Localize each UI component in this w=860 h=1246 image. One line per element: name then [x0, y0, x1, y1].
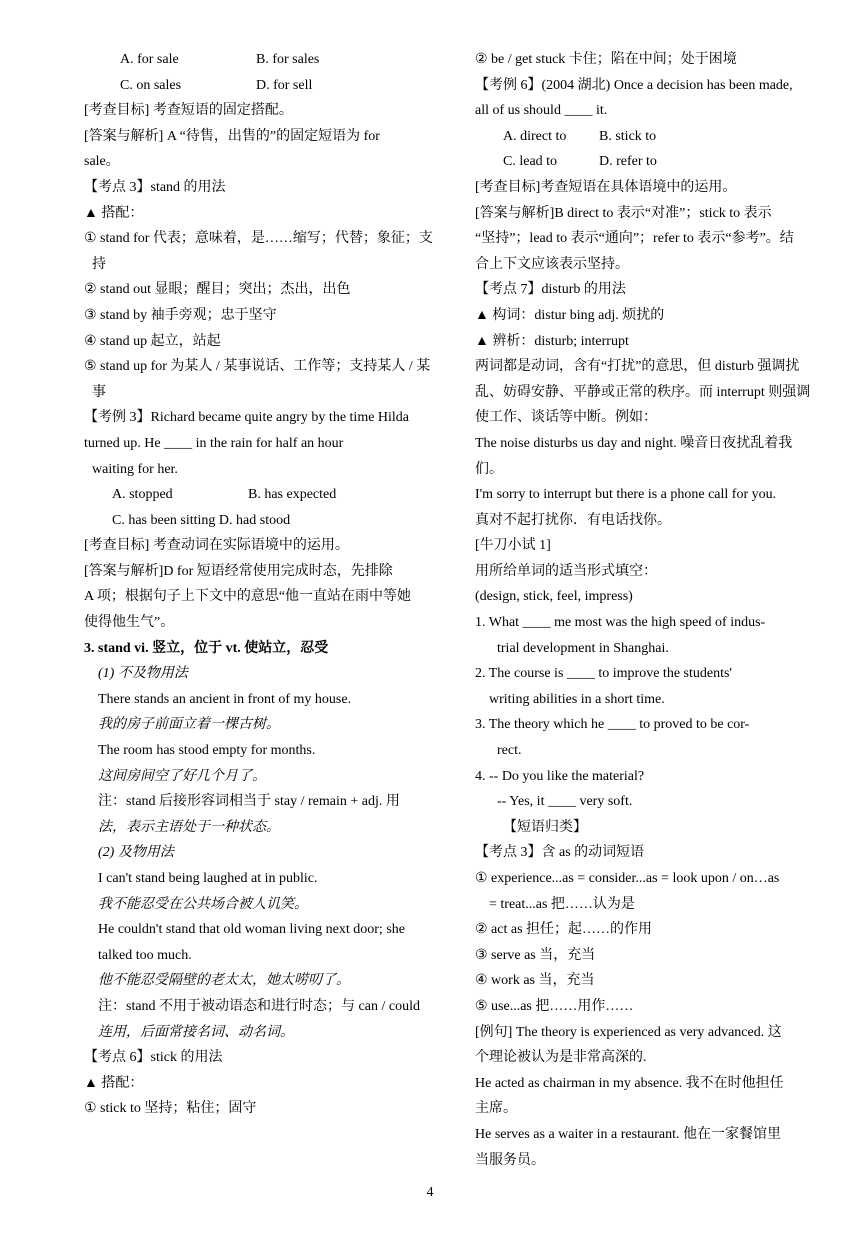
text-line: 合上下文应该表示坚持。 — [475, 256, 629, 272]
text-line: 真对不起打扰你．有电话找你。 — [475, 512, 671, 528]
text-line: ① stick to 坚持；粘住；固守 — [84, 1101, 257, 1117]
text-line: [考查目标] 考查短语的固定搭配。 — [84, 103, 293, 119]
option-text: A. for sale — [120, 52, 179, 67]
text-line: 他不能忍受隔壁的老太太，她太唠叨了。 — [98, 973, 350, 989]
text-line: 4. -- Do you like the material? — [475, 768, 645, 784]
text-line: 3. stand vi. 竖立，位于 vt. 使站立，忍受 — [84, 640, 329, 656]
text-line: writing abilities in a short time. — [489, 691, 665, 707]
text-line: waiting for her. — [92, 461, 178, 477]
text-line — [84, 482, 444, 508]
text-line: ② be / get stuck 卡住；陷在中间；处于困境 — [475, 52, 737, 67]
text-line: 事 — [92, 384, 106, 400]
text-line: [答案与解析] A “待售，出售的”的固定短语为 for — [84, 128, 380, 144]
text-line: 【考点 3】stand 的用法 — [84, 179, 226, 195]
text-line: “坚持”；lead to 表示“通向”；refer to 表示“参考”。结 — [475, 231, 794, 247]
text-line: 2. The course is ____ to improve the students' — [475, 666, 732, 682]
text-line: 连用，后面常接名词、动名词。 — [98, 1024, 294, 1040]
text-line: I can't stand being laughed at in public. — [98, 871, 318, 886]
option-text: B. stick to — [599, 128, 657, 144]
text-line: The noise disturbs us day and night. 噪音日夜扰乱着我 — [475, 435, 793, 451]
text-line: 主席。 — [475, 1101, 517, 1117]
text-line: [牛刀小试 1] — [475, 538, 551, 554]
text-line: [考查目标]考查短语在具体语境中的运用。 — [475, 179, 737, 195]
text-line: ③ serve as 当，充当 — [475, 947, 596, 963]
text-line: ⑤ stand up for 为某人 / 某事说话、工作等；支持某人 / 某 — [84, 359, 431, 375]
option-text: B. for sales — [256, 52, 320, 67]
text-line: 用所给单词的适当形式填空： — [475, 563, 657, 579]
text-line: 两词都是动词，含有“打扰”的意思，但 disturb 强调扰 — [475, 359, 800, 375]
text-line: He serves as a waiter in a restaurant. 他在一家餐馆里 — [475, 1126, 781, 1142]
option-text: C. on sales — [120, 77, 182, 93]
text-line: The room has stood empty for months. — [98, 743, 316, 759]
text-line: ▲ 搭配： — [84, 1075, 144, 1091]
option-text: D. for sell — [256, 77, 313, 93]
text-line — [84, 47, 444, 73]
text-line: [答案与解析]D for 短语经常使用完成时态，先排除 — [84, 563, 393, 579]
text-line: A 项；根据句子上下文中的意思“他一直站在雨中等她 — [84, 589, 412, 605]
text-line: 【考点 7】disturb 的用法 — [475, 282, 626, 298]
option-text: B. has expected — [248, 487, 337, 503]
text-line: 【短语归类】 — [503, 819, 587, 835]
text-line: 1. What ____ me most was the high speed of indus- — [475, 615, 766, 631]
text-line: There stands an ancient in front of my house. — [98, 691, 352, 707]
text-line: 注：stand 后接形容词相当于 stay / remain + adj. 用 — [98, 794, 400, 810]
text-line: C. has been sitting D. had stood — [112, 512, 291, 528]
text-line: talked too much. — [98, 947, 192, 963]
text-line: 我不能忍受在公共场合被人讥笑。 — [98, 896, 308, 912]
text-line: 当服务员。 — [475, 1152, 545, 1168]
text-line: ① stand for 代表；意味着，是……缩写；代替；象征；支 — [84, 231, 433, 247]
option-text: A. stopped — [112, 487, 173, 503]
text-line: [例句] The theory is experienced as very advanced. 这 — [475, 1024, 782, 1040]
text-line: 们。 — [475, 461, 503, 477]
text-line: 我的房子前面立着一棵古树。 — [98, 717, 280, 733]
text-line: (design, stick, feel, impress) — [475, 589, 633, 605]
text-line: sale。 — [84, 154, 120, 170]
text-line: He couldn't stand that old woman living next door; she — [98, 922, 405, 938]
text-line: ① experience...as = consider...as = look upon / on…as — [475, 871, 780, 886]
text-line: ② stand out 显眼；醒目；突出；杰出，出色 — [84, 282, 351, 298]
text-line: He acted as chairman in my absence. 我不在时他担任 — [475, 1075, 784, 1091]
text-line: ④ stand up 起立，站起 — [84, 333, 221, 349]
text-line: 注：stand 不用于被动语态和进行时态；与 can / could — [98, 998, 420, 1014]
text-line: (1) 不及物用法 — [98, 666, 188, 682]
text-line: 【考点 6】stick 的用法 — [84, 1050, 223, 1066]
text-line: 个理论被认为是非常高深的. — [475, 1050, 647, 1066]
text-line: 这间房间空了好几个月了。 — [98, 768, 266, 784]
text-line: [答案与解析]B direct to 表示“对准”；stick to 表示 — [475, 205, 772, 221]
text-line: 3. The theory which he ____ to proved to be cor- — [475, 717, 750, 733]
text-line: all of us should ____ it. — [475, 103, 608, 119]
text-line — [475, 124, 835, 150]
text-line: 【考例 6】(2004 湖北) Once a decision has been made, — [475, 77, 793, 93]
text-line: 使得他生气”。 — [84, 615, 175, 631]
text-line: 法，表示主语处于一种状态。 — [98, 819, 280, 835]
right-column — [475, 47, 835, 1173]
text-line: 使工作、谈话等中断。例如： — [475, 410, 657, 426]
option-text: C. lead to — [503, 154, 558, 170]
text-line: trial development in Shanghai. — [497, 640, 669, 656]
text-line: ▲ 构词：distur bing adj. 烦扰的 — [475, 307, 665, 323]
text-line: 【考例 3】Richard became quite angry by the time Hilda — [84, 410, 410, 426]
text-line: ⑤ use...as 把……用作…… — [475, 998, 634, 1014]
text-line: turned up. He ____ in the rain for half an hour — [84, 435, 344, 451]
text-line: ② act as 担任；起……的作用 — [475, 922, 653, 938]
text-line: rect. — [497, 743, 522, 759]
text-line: (2) 及物用法 — [98, 845, 174, 861]
text-line: = treat...as 把……认为是 — [489, 896, 635, 912]
text-line: I'm sorry to interrupt but there is a phone call for you. — [475, 487, 777, 503]
text-line — [84, 73, 444, 99]
text-line: ▲ 辨析：disturb; interrupt — [475, 333, 629, 349]
text-line: ③ stand by 袖手旁观；忠于坚守 — [84, 307, 277, 323]
text-line: ④ work as 当，充当 — [475, 973, 595, 989]
option-text: A. direct to — [503, 128, 567, 144]
option-text: D. refer to — [599, 154, 657, 170]
text-line: 【考点 3】含 as 的动词短语 — [475, 845, 645, 861]
text-line: ▲ 搭配： — [84, 205, 144, 221]
text-line: 乱、妨碍安静、平静或正常的秩序。而 interrupt 则强调 — [475, 384, 811, 400]
text-line: 持 — [92, 256, 106, 272]
page-number: 4 — [426, 1185, 434, 1200]
text-line — [475, 149, 835, 175]
left-column — [84, 47, 444, 1122]
text-line: [考查目标] 考查动词在实际语境中的运用。 — [84, 538, 349, 554]
text-line: -- Yes, it ____ very soft. — [497, 794, 633, 810]
